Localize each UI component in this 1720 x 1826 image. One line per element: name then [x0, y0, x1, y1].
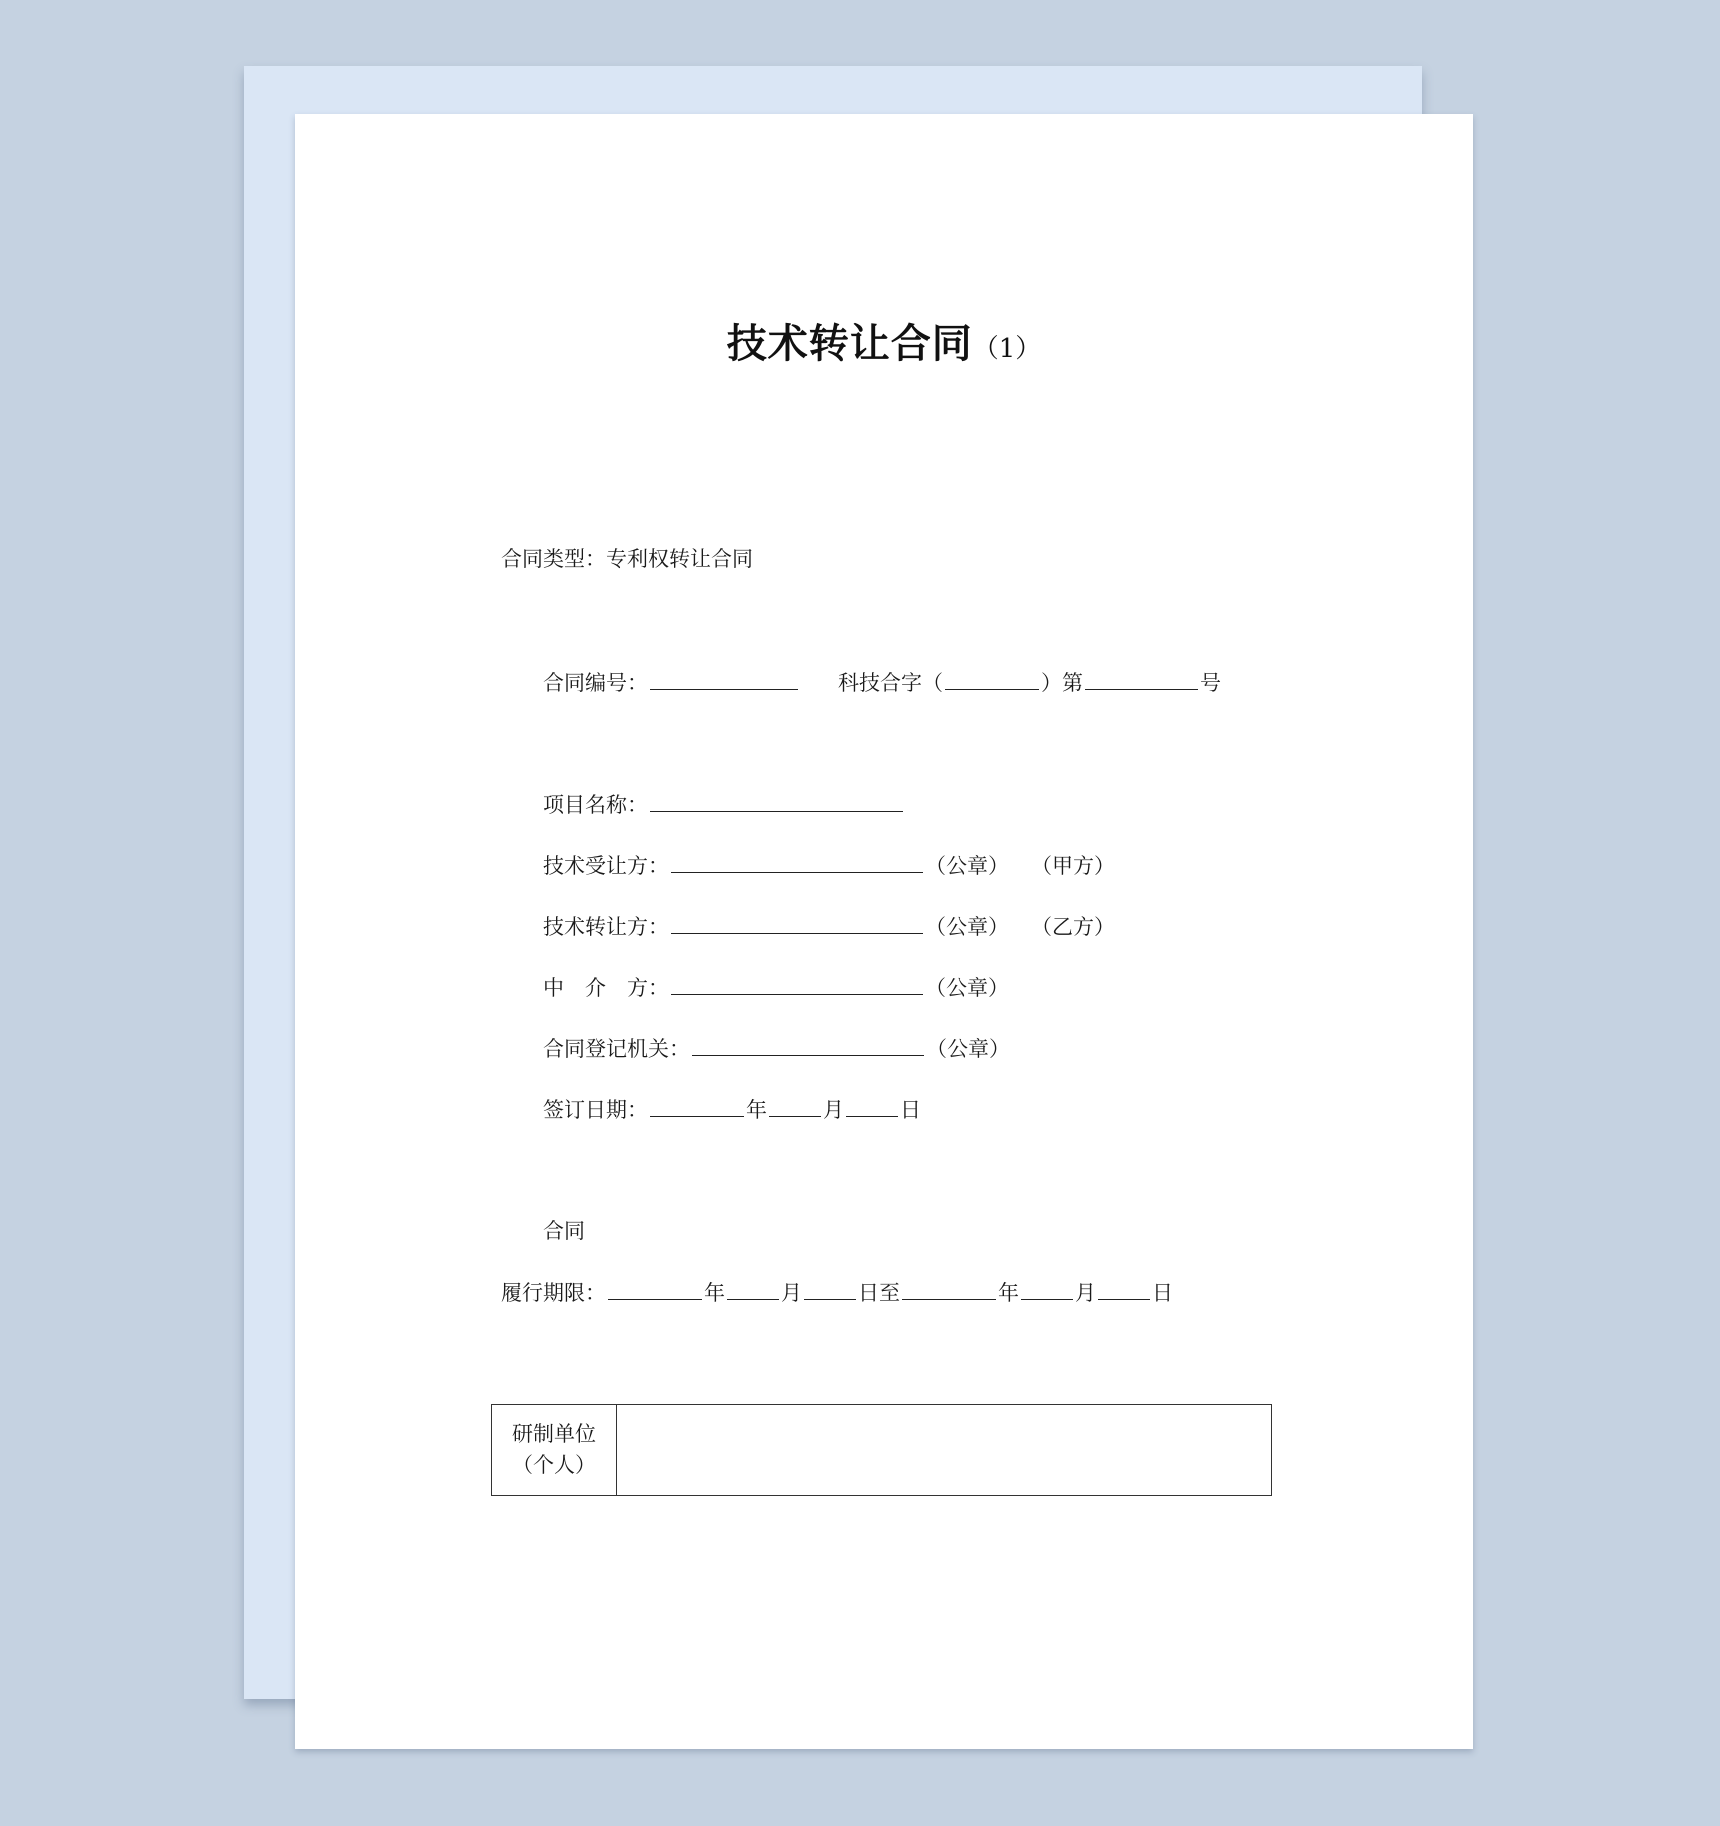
seal-label: （公章） [925, 854, 1009, 878]
contract-type [501, 544, 753, 574]
project-name-line [543, 789, 905, 820]
day-text: 日 [900, 1098, 921, 1122]
period-end-month-field[interactable] [1021, 1277, 1073, 1300]
sci-label: 科技合字（ [838, 671, 943, 695]
signing-date-line [543, 1094, 921, 1125]
seal-label: （公章） [925, 915, 1009, 939]
day-text: 日 [1152, 1281, 1173, 1305]
contract-number-field[interactable] [650, 667, 798, 690]
period-end-day-field[interactable] [1098, 1277, 1150, 1300]
year-text: 年 [704, 1281, 725, 1305]
sci-close: ）第 [1041, 671, 1083, 695]
transferor-line [543, 911, 1115, 942]
title-suffix: （1） [972, 334, 1042, 364]
intermediary-field[interactable] [671, 972, 923, 995]
signing-month-field[interactable] [769, 1094, 821, 1117]
registry-field[interactable] [692, 1033, 924, 1056]
signing-year-field[interactable] [650, 1094, 744, 1117]
contract-heading [543, 1216, 585, 1246]
transferor-label: 技术转让方： [543, 915, 669, 939]
project-name-field[interactable] [650, 789, 903, 812]
period-start-year-field[interactable] [608, 1277, 702, 1300]
transferee-line [543, 850, 1115, 881]
developer-table [491, 1404, 1272, 1496]
document-page [295, 114, 1473, 1749]
period-start-month-field[interactable] [727, 1277, 779, 1300]
year-text: 年 [998, 1281, 1019, 1305]
contract-number-label: 合同编号： [543, 671, 648, 695]
title-text: 技术转让合同 [726, 321, 973, 367]
year-text: 年 [746, 1098, 767, 1122]
month-text: 月 [1075, 1281, 1096, 1305]
developer-value-cell[interactable] [617, 1405, 1271, 1495]
intermediary-line [543, 972, 1009, 1003]
developer-label-cell [492, 1405, 617, 1495]
month-text: 月 [781, 1281, 802, 1305]
project-name-label: 项目名称： [543, 793, 648, 817]
seal-label: （公章） [925, 976, 1009, 1000]
period-start-day-field[interactable] [804, 1277, 856, 1300]
seal-label: （公章） [926, 1037, 1010, 1061]
performance-period-line [501, 1277, 1173, 1308]
signing-day-field[interactable] [846, 1094, 898, 1117]
registry-label: 合同登记机关： [543, 1037, 690, 1061]
month-text: 月 [823, 1098, 844, 1122]
contract-heading-text: 合同 [543, 1219, 585, 1243]
developer-label-line2: （个人） [512, 1453, 596, 1477]
registry-line [543, 1033, 1010, 1064]
developer-label-line1: 研制单位 [512, 1422, 596, 1446]
contract-number-line [543, 667, 1221, 698]
page-title [295, 312, 1473, 369]
performance-period-label: 履行期限： [501, 1281, 606, 1305]
transferee-field[interactable] [671, 850, 923, 873]
contract-type-text: 合同类型：专利权转让合同 [501, 547, 753, 571]
party-a-label: （甲方） [1031, 854, 1115, 878]
period-end-year-field[interactable] [902, 1277, 996, 1300]
transferor-field[interactable] [671, 911, 923, 934]
sci-number-field[interactable] [1085, 667, 1198, 690]
intermediary-label: 中 介 方： [543, 976, 669, 1000]
signing-date-label: 签订日期： [543, 1098, 648, 1122]
party-b-label: （乙方） [1031, 915, 1115, 939]
sci-year-field[interactable] [945, 667, 1039, 690]
transferee-label: 技术受让方： [543, 854, 669, 878]
day-to-text: 日至 [858, 1281, 900, 1305]
sci-end: 号 [1200, 671, 1221, 695]
